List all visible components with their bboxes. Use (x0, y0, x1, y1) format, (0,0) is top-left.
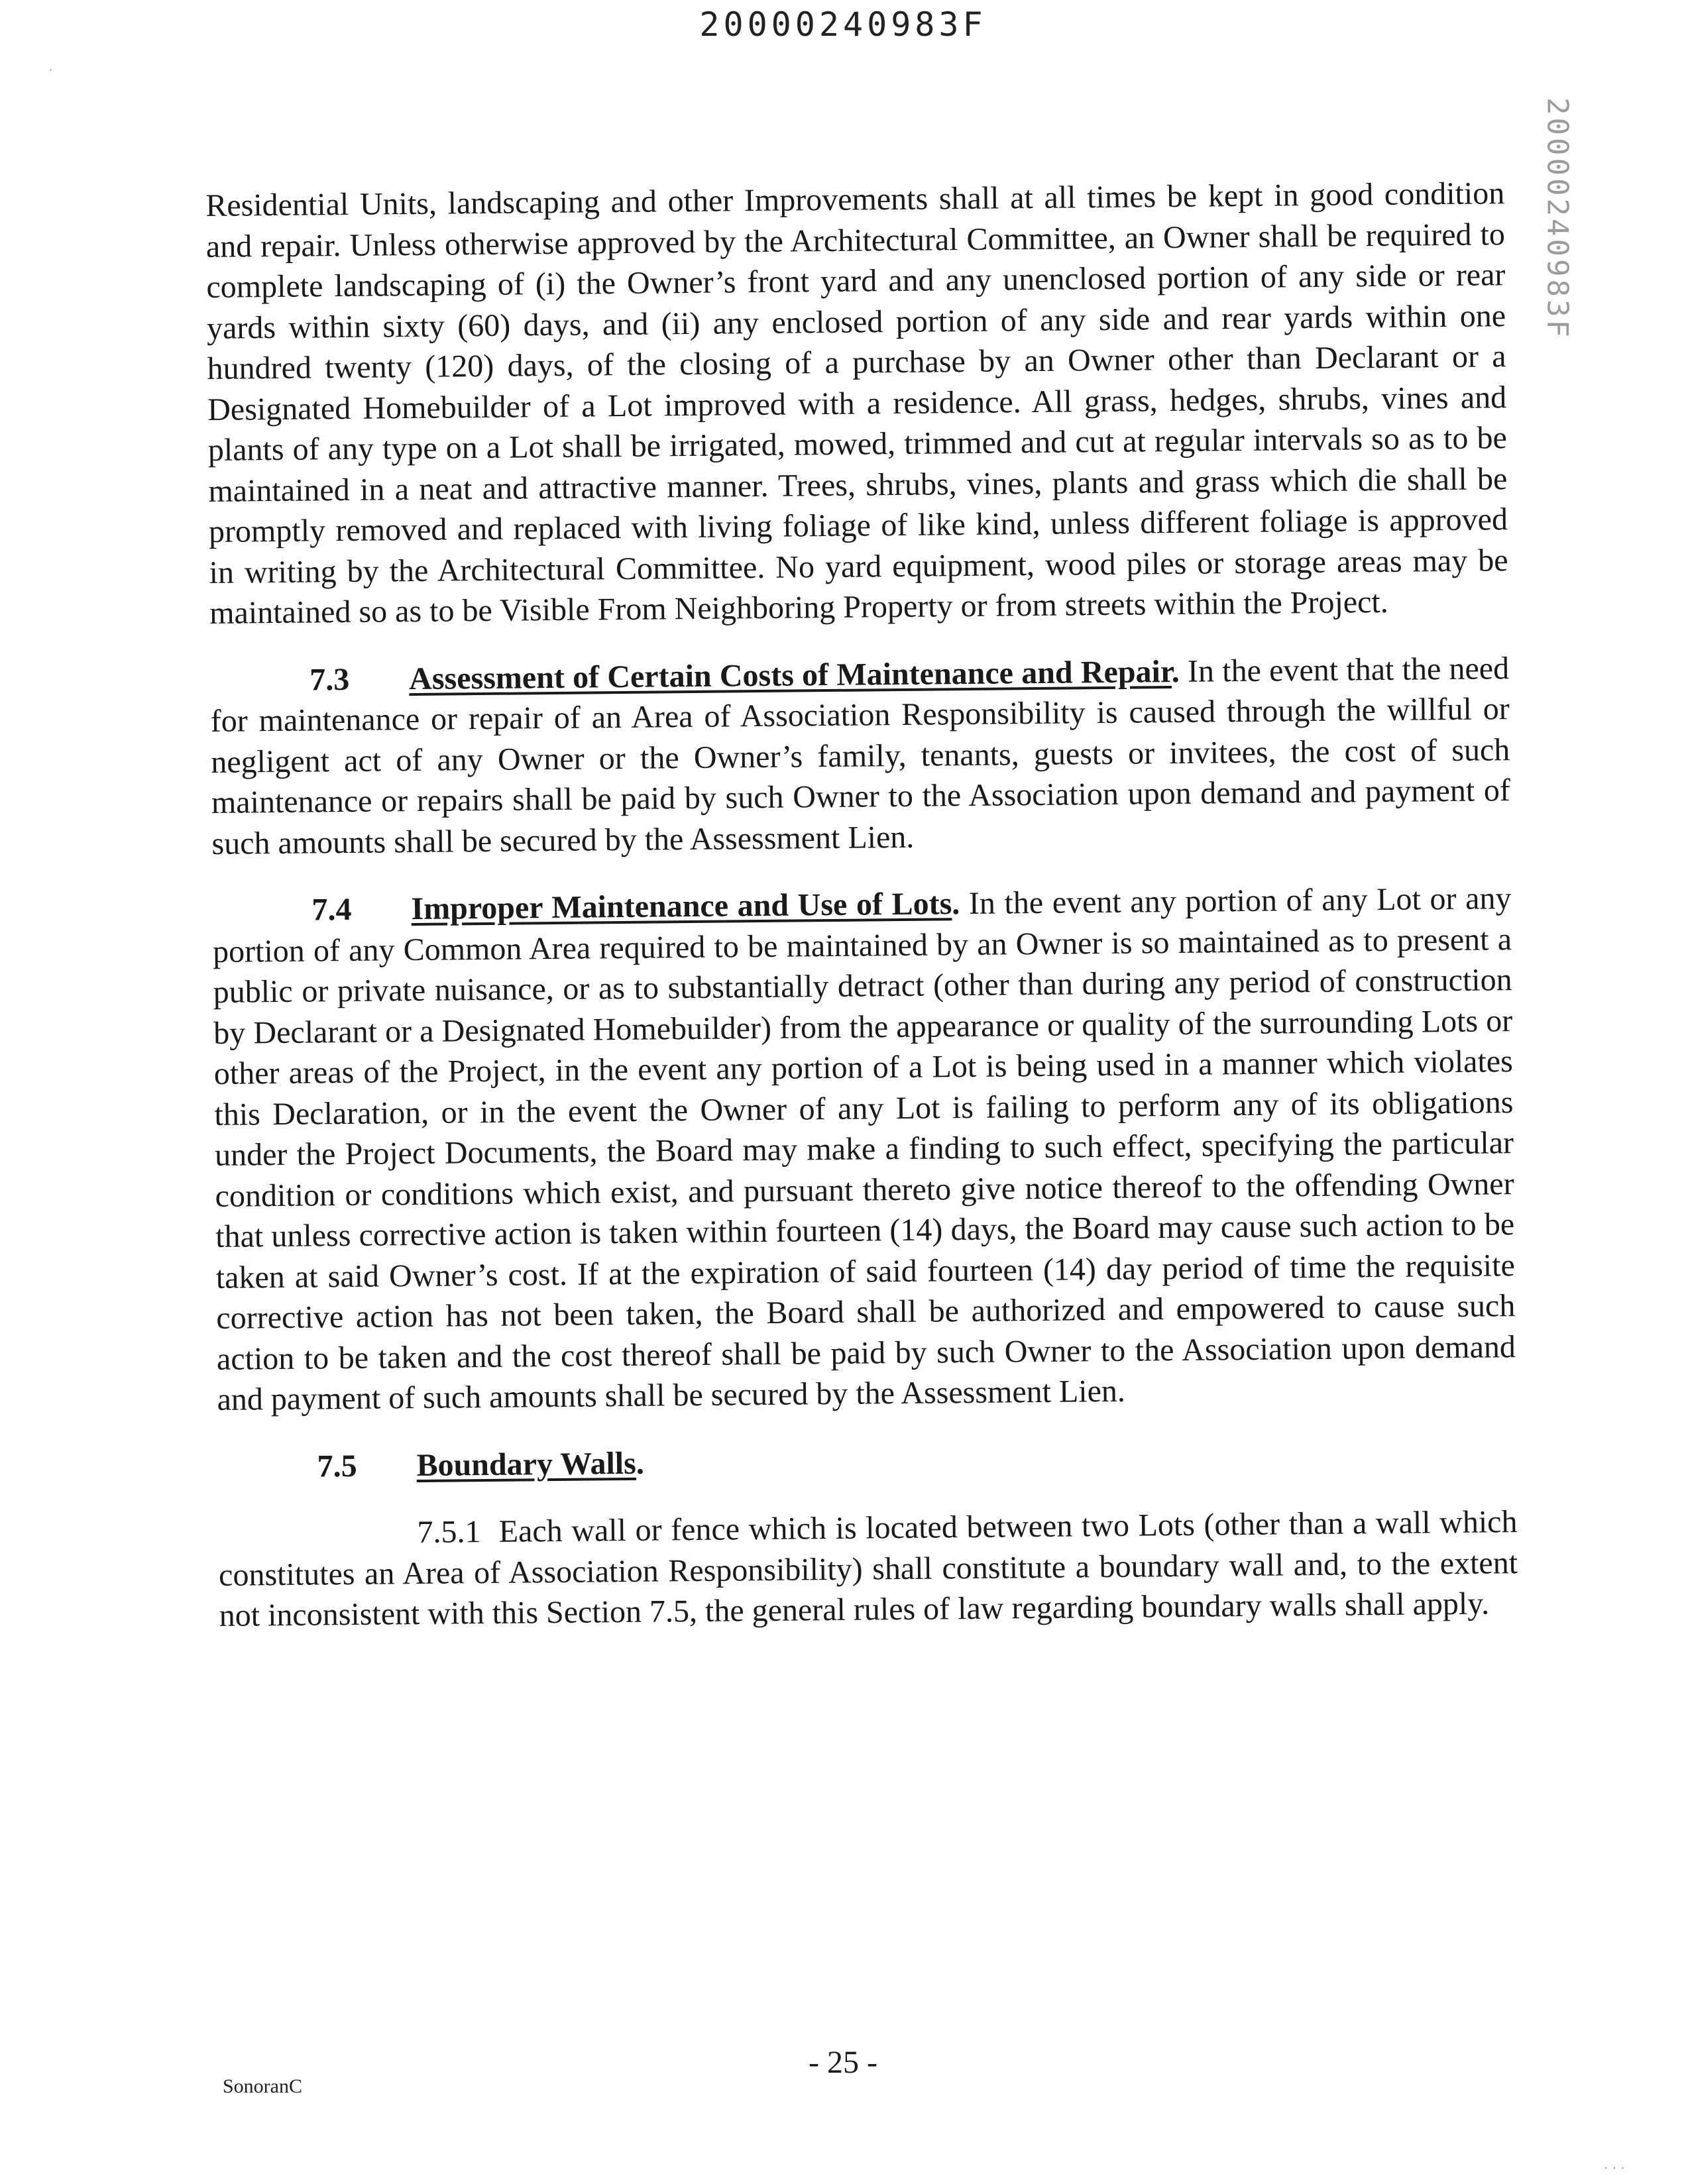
section-title-punct: . (951, 886, 960, 922)
subsection-7-5-1 (218, 1502, 1518, 1636)
side-stamp (1531, 99, 1584, 338)
section-title: Boundary Walls (416, 1445, 637, 1483)
section-number: 7.5 (317, 1448, 357, 1484)
scan-speck: · (49, 64, 53, 76)
section-title-punct: . (636, 1445, 645, 1481)
section-7-3 (210, 648, 1511, 864)
page-number: - 25 - (809, 2045, 877, 2080)
section-number: 7.3 (309, 661, 350, 698)
section-text: In the event any portion of any Lot or any portion of any Common Area required to be maintained by an Owner is so maintained as to present a public or private nuisance, or as to substantially detract (other than during any period of construction by Declarant or a Designated Homebuilder) from the appearance or quality of the surrounding Lots or other areas of the Project, in the event any portion of a Lot is being used in a manner which violates this Declaration, or in the event the Owner of any Lot is failing to perform any of its obligations under the Project Documents, the Board may make a finding to such effect, specifying the particular condition or conditions which exist, and pursuant thereto give notice thereof to the offending Owner that unless corrective action is taken within fourteen (14) days, the Board may cause such action to be taken at said Owner’s cost. If at the expiration of said fourteen (14) day period of time the requisite corrective action has not been taken, the Board shall be authorized and empowered to cause such action to be taken and the cost thereof shall be paid by such Owner to the Association upon demand and payment of such amounts shall be secured by the Assessment Lien. (212, 881, 1516, 1417)
scan-corner-mark: · · · (1604, 2160, 1625, 2176)
document-number: 20000240983F (699, 5, 987, 44)
footer-label: SonoranC (223, 2075, 302, 2097)
section-title-punct: . (1171, 653, 1180, 689)
section-text: In the event that the need for maintenance or repair of an Area of Association Responsibility is caused through the willful or negligent act of any Owner or the Owner’s family, tenants, guests or invitees, the cost of such maintenance or repairs shall be paid by such Owner to the Association upon demand and payment of such amounts shall be secured by the Assessment Lien. (210, 650, 1511, 861)
subsection-text: Each wall or fence which is located between two Lots (other than a wall which constitutes an Area of Association Responsibility) shall constitute a boundary wall and, to the extent not inconsistent with this Section 7.5, the general rules of law regarding boundary walls shall apply. (218, 1504, 1518, 1633)
section-number: 7.4 (311, 891, 352, 928)
side-stamp-text: 20000240983F (1540, 97, 1575, 340)
section-7-5 (217, 1435, 1517, 1488)
section-7-4 (212, 878, 1516, 1420)
intro-paragraph: Residential Units, landscaping and other Improvements shall at all times be kept in good condition and repair. Unless otherwise approved by the Architectural Committee, an Owner shall be required to complete landscaping of (i) the Owner’s front yard and any unenclosed portion of any side or rear yards within sixty (60) days, and (ii) any enclosed portion of any side and rear yards within one hundred twenty (120) days, of the closing of a purchase by an Owner other than Declarant or a Designated Homebuilder of a Lot improved with a residence. All grass, hedges, shrubs, vines and plants of any type on a Lot shall be irrigated, mowed, trimmed and cut at regular intervals so as to be maintained in a neat and attractive manner. Trees, shrubs, vines, plants and grass which die shall be promptly removed and replaced with living foliage of like kind, unless different foliage is approved in writing by the Architectural Committee. No yard equipment, wood piles or storage areas may be maintained so as to be Visible From Neighboring Property or from streets within the Project. (205, 176, 1508, 631)
section-title: Assessment of Certain Costs of Maintenance and Repair (408, 653, 1172, 696)
section-title: Improper Maintenance and Use of Lots (411, 886, 952, 927)
subsection-number: 7.5.1 (417, 1514, 481, 1551)
document-body (205, 173, 1518, 1636)
